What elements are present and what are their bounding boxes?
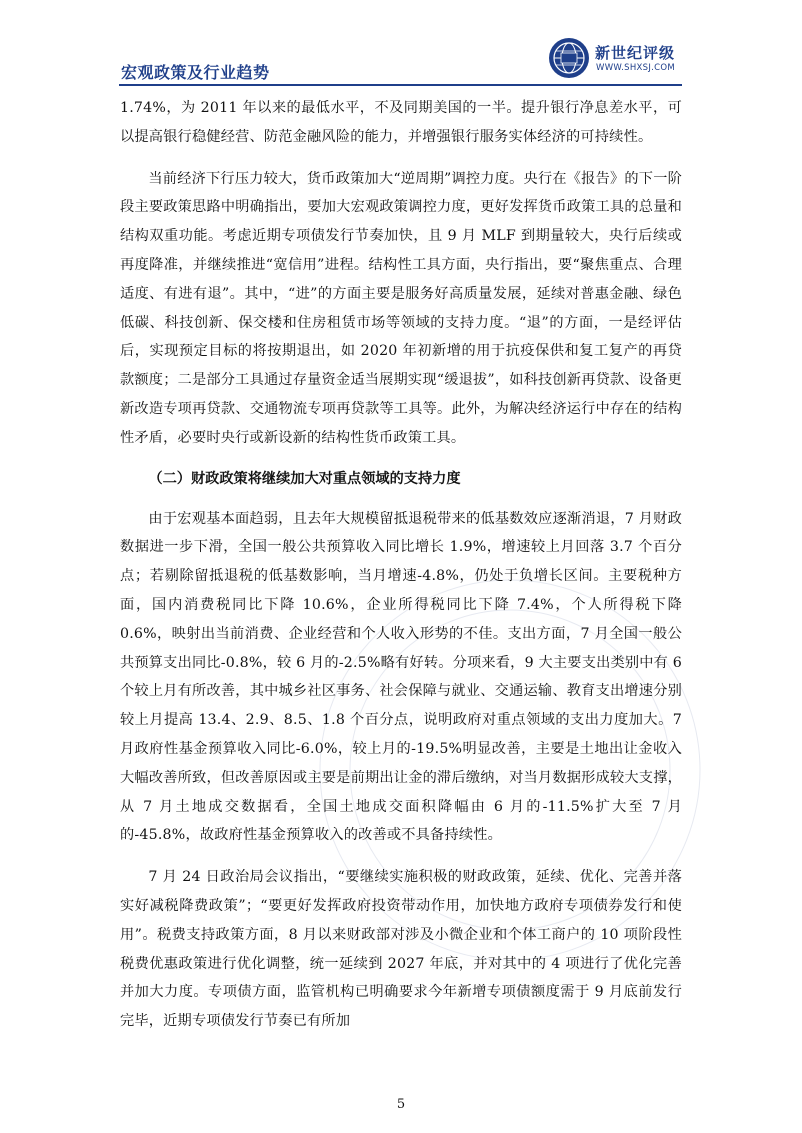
paragraph-2: 当前经济下行压力较大，货币政策加大“逆周期”调控力度。央行在《报告》的下一阶段主要政策思路中明确指出，要加大宏观政策调控力度，更好发挥货币政策工具的总量和结构双重功能。考虑近期专项债发行节奏加快，且 9 月 MLF 到期量较大，央行后续或再度降准，并继续推进“宽信用”进程。结构性工具方面，央行指出，要“聚焦重点、合理适度、有进有退”。其中，“进”的方面主要是服务好高质量发展，延续对普惠金融、绿色低碳、科技创新、保交楼和住房租赁市场等领域的支持力度。“退”的方面，一是经评估后，实现预定目标的将按期退出，如 2020 年初新增的用于抗疫保供和复工复产的再贷款额度；二是部分工具通过存量资金适当展期实现“缓退拔”，如科技创新再贷款、设备更新改造专项再贷款、交通物流专项再贷款等工具等。此外，为解决经济运行中存在的结构性矛盾，必要时央行或新设新的结构性货币政策工具。 (120, 170, 682, 446)
header-title: 宏观政策及行业趋势 (121, 63, 270, 82)
company-logo (547, 36, 682, 82)
logo-url: WWW.SHXSJ.COM (596, 63, 676, 73)
paragraph-1: 1.74%，为 2011 年以来的最低水平，不及同期美国的一半。提升银行净息差水平，可以提高银行稳健经营、防范金融风险的能力，并增强银行服务实体经济的可持续性。 (120, 100, 682, 145)
document-body (120, 94, 682, 1036)
section-heading: （二）财政政策将继续加大对重点领域的支持力度 (148, 470, 461, 487)
logo-name: 新世纪评级 (595, 44, 676, 62)
paragraph-4: 7 月 24 日政治局会议指出，“要继续实施积极的财政政策，延续、优化、完善并落实好减税降费政策”；“要更好发挥政府投资带动作用，加快地方政府专项债券发行和使用”。税费支持政策方面，8 月以来财政部对涉及小微企业和个体工商户的 10 项阶段性税费优惠政策进行优化调整，统一延续到 2027 年底，并对其中的 4 项进行了优化完善并加大力度。专项债方面，监管机构已明确要求今年新增专项债额度需于 9 月底前发行完毕，近期专项债发行节奏已有所加 (120, 869, 682, 1030)
paragraph-3: 由于宏观基本面趋弱，且去年大规模留抵退税带来的低基数效应逐渐消退，7 月财政数据进一步下滑，全国一般公共预算收入同比增长 1.9%，增速较上月回落 3.7 个百分点；若剔除留抵退税的低基数影响，当月增速-4.8%，仍处于负增长区间。主要税种方面，国内消费税同比下降 10.6%，企业所得税同比下降 7.4%，个人所得税下降 0.6%，映射出当前消费、企业经营和个人收入形势的不佳。支出方面，7 月全国一般公共预算支出同比-0.8%，较 6 月的-2.5%略有好转。分项来看，9 大主要支出类别中有 6 个较上月有所改善，其中城乡社区事务、社会保障与就业、交通运输、教育支出增速分别较上月提高 13.4、2.9、8.5、1.8 个百分点，说明政府对重点领域的支出力度加大。7 月政府性基金预算收入同比-6.0%，较上月的-19.5%明显改善，主要是土地出让金收入大幅改善所致，但改善原因或主要是前期出让金的滞后缴纳，对当月数据形成较大支撑，从 7 月土地成交数据看，全国土地成交面积降幅由 6 月的-11.5%扩大至 7 月的-45.8%，故政府性基金预算收入的改善或不具备持续性。 (120, 510, 682, 844)
page-header (119, 34, 682, 86)
globe-logo-icon (547, 36, 591, 80)
page-number: 5 (396, 1097, 406, 1112)
header-divider (119, 84, 682, 86)
